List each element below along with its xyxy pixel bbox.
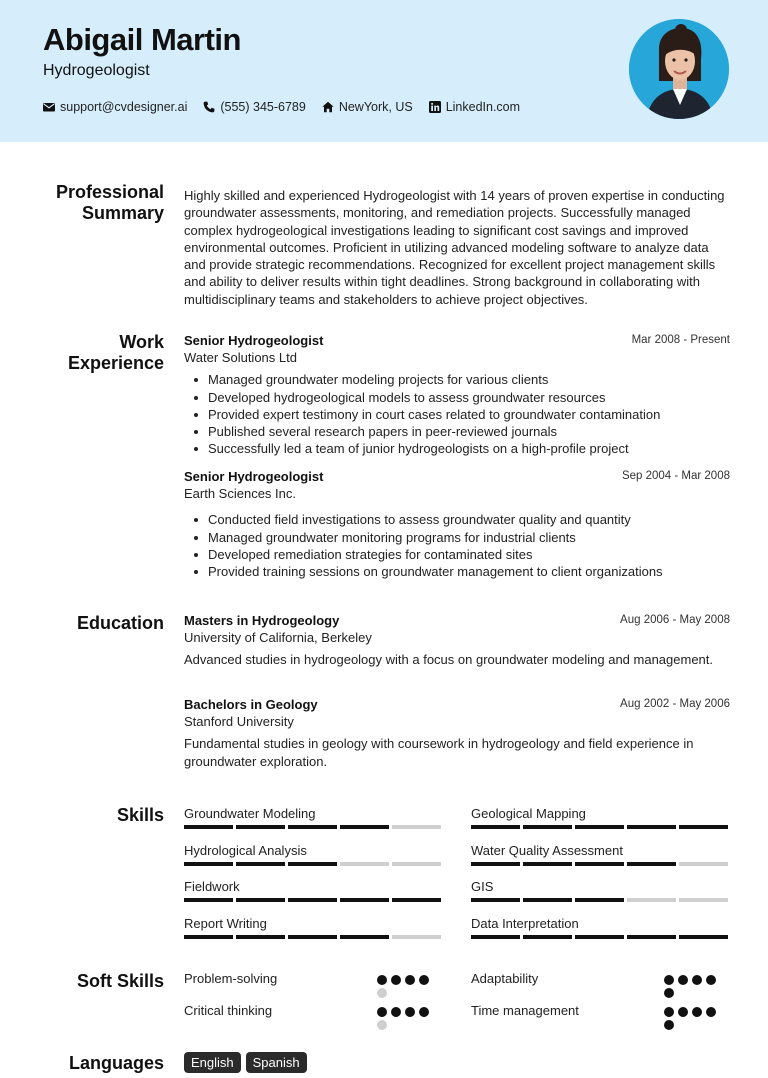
skill-segment-filled [236, 898, 285, 902]
soft-skill-name: Time management [471, 1003, 579, 1018]
rating-dot-filled [678, 975, 688, 985]
skill-item [184, 879, 441, 902]
summary-heading-line1: Professional [55, 182, 164, 202]
skill-name: Hydrological Analysis [184, 843, 307, 858]
person-portrait-icon [629, 19, 729, 119]
email-text: support@cvdesigner.ai [60, 100, 188, 114]
skill-level-bar [471, 935, 728, 939]
soft-skill-name: Critical thinking [184, 1003, 273, 1018]
skill-segment-filled [523, 862, 572, 866]
skill-segment-empty [392, 935, 441, 939]
skill-segment-empty [392, 825, 441, 829]
degree-name: Masters in Hydrogeology [184, 613, 340, 628]
language-badge: Spanish [246, 1052, 307, 1073]
job-entry [184, 332, 730, 458]
skill-name: Fieldwork [184, 879, 240, 894]
experience-heading-line2: Experience [67, 353, 164, 373]
list-item: Developed hydrogeological models to assess groundwater resources [194, 389, 730, 406]
education-heading: Education [76, 613, 164, 633]
education-header [184, 612, 730, 629]
skill-name: GIS [471, 879, 494, 894]
skill-item [184, 916, 441, 939]
contact-linkedin[interactable] [429, 100, 520, 114]
skill-name: Water Quality Assessment [471, 843, 623, 858]
rating-dot-filled [664, 1007, 674, 1017]
candidate-title: Hydrogeologist [43, 62, 150, 79]
soft-skill-item [184, 971, 441, 986]
experience-heading-line1: Work [119, 332, 164, 352]
skill-item [471, 879, 728, 902]
rating-dot-filled [391, 975, 401, 985]
skills-heading: Skills [116, 805, 164, 825]
skill-segment-filled [184, 898, 233, 902]
skill-segment-filled [471, 935, 520, 939]
rating-dot-filled [692, 1007, 702, 1017]
summary-heading-line2: Summary [81, 203, 164, 223]
rating-dot-filled [419, 1007, 429, 1017]
skill-item [471, 916, 728, 939]
skill-segment-filled [236, 862, 285, 866]
soft-skill-name: Problem-solving [184, 971, 278, 986]
skill-segment-filled [471, 862, 520, 866]
degree-name: Bachelors in Geology [184, 697, 318, 712]
linkedin-text: LinkedIn.com [445, 100, 521, 114]
skill-name: Geological Mapping [471, 806, 586, 821]
summary-text: Highly skilled and experienced Hydrogeologist with 14 years of proven expertise in conducting groundwater assessments, monitoring, and remediation projects. Successfully managed complex hydrogeological investigations leading to significant cost savings and improved environmental outcomes. Proficient in utilizing advanced modeling software to analyze data and provide strategic recommendations. Recognized for excellent project management skills and ability to deliver results within tight deadlines. Strong background in collaborating with multidisciplinary teams and stakeholders to achieve project objectives. [184, 188, 725, 307]
skill-segment-filled [288, 935, 337, 939]
soft-skill-name: Adaptability [471, 971, 539, 986]
school-name: Stanford University [184, 714, 294, 729]
skill-item [184, 806, 441, 829]
job-header [184, 332, 730, 349]
list-item: Provided training sessions on groundwater management to client organizations [194, 563, 730, 580]
skill-segment-filled [288, 898, 337, 902]
soft-skill-item [184, 1003, 441, 1018]
skill-name: Data Interpretation [471, 916, 579, 931]
skill-segment-filled [236, 935, 285, 939]
job-header [184, 468, 730, 485]
skill-segment-filled [627, 825, 676, 829]
experience-heading [68, 332, 164, 374]
location-text: NewYork, US [338, 100, 413, 114]
education-description: Advanced studies in hydrogeology with a focus on groundwater modeling and management. [184, 652, 714, 668]
skill-segment-empty [679, 862, 728, 866]
profile-photo [629, 19, 729, 119]
languages-list [184, 1052, 307, 1073]
education-dates: Aug 2006 - May 2008 [620, 614, 730, 626]
phone-icon [203, 101, 215, 113]
skill-segment-filled [288, 825, 337, 829]
skill-segment-filled [184, 825, 233, 829]
job-role: Senior Hydrogeologist [184, 333, 324, 348]
candidate-name: Abigail Martin [43, 22, 241, 57]
skill-segment-filled [575, 935, 624, 939]
contact-row [43, 100, 536, 114]
skill-item [471, 843, 728, 866]
list-item: Published several research papers in peer-reviewed journals [194, 423, 730, 440]
skill-segment-filled [523, 898, 572, 902]
rating-dot-filled [664, 1020, 674, 1030]
soft-skill-item [471, 971, 728, 986]
job-dates: Mar 2008 - Present [631, 334, 730, 346]
skill-segment-empty [340, 862, 389, 866]
soft-skill-rating [664, 975, 724, 998]
summary-heading [56, 182, 164, 224]
skill-segment-filled [523, 825, 572, 829]
education-dates: Aug 2002 - May 2006 [620, 698, 730, 710]
skill-segment-filled [236, 825, 285, 829]
skill-level-bar [184, 898, 441, 902]
rating-dot-filled [419, 975, 429, 985]
skill-level-bar [471, 862, 728, 866]
languages-heading: Languages [68, 1053, 164, 1073]
job-bullets [194, 511, 730, 580]
skill-segment-filled [575, 898, 624, 902]
rating-dot-filled [391, 1007, 401, 1017]
rating-dot-filled [706, 975, 716, 985]
skill-segment-empty [627, 898, 676, 902]
skill-name: Report Writing [184, 916, 267, 931]
soft-skill-rating [377, 1007, 437, 1030]
rating-dot-empty [377, 1020, 387, 1030]
list-item: Managed groundwater monitoring programs for industrial clients [194, 529, 730, 546]
soft-skill-rating [377, 975, 437, 998]
skill-level-bar [184, 825, 441, 829]
job-dates: Sep 2004 - Mar 2008 [621, 470, 730, 482]
education-description: Fundamental studies in geology with coursework in hydrogeology and field experience in groundwater exploration. [184, 736, 694, 769]
skill-segment-empty [679, 898, 728, 902]
rating-dot-filled [664, 975, 674, 985]
skill-segment-filled [184, 935, 233, 939]
rating-dot-filled [678, 1007, 688, 1017]
skill-segment-empty [392, 862, 441, 866]
skill-item [184, 843, 441, 866]
skill-segment-filled [679, 935, 728, 939]
list-item: Conducted field investigations to assess groundwater quality and quantity [194, 511, 730, 528]
list-item: Developed remediation strategies for contaminated sites [194, 546, 730, 563]
rating-dot-filled [664, 988, 674, 998]
skill-segment-filled [627, 862, 676, 866]
job-company: Earth Sciences Inc. [184, 486, 296, 501]
list-item: Managed groundwater modeling projects for various clients [194, 371, 730, 388]
contact-location[interactable] [322, 100, 413, 114]
rating-dot-filled [706, 1007, 716, 1017]
skill-segment-filled [340, 825, 389, 829]
rating-dot-filled [405, 975, 415, 985]
skill-segment-filled [340, 935, 389, 939]
skill-segment-filled [340, 898, 389, 902]
job-entry [184, 468, 730, 580]
rating-dot-filled [692, 975, 702, 985]
education-entry [184, 696, 730, 770]
soft-skills-heading: Soft Skills [76, 971, 164, 991]
skill-segment-filled [575, 862, 624, 866]
phone-text: (555) 345-6789 [220, 100, 306, 114]
skill-segment-filled [679, 825, 728, 829]
skill-segment-filled [627, 935, 676, 939]
envelope-icon [43, 101, 55, 113]
rating-dot-empty [377, 988, 387, 998]
skill-segment-filled [471, 898, 520, 902]
rating-dot-filled [405, 1007, 415, 1017]
rating-dot-filled [377, 975, 387, 985]
education-entry [184, 612, 730, 669]
rating-dot-filled [377, 1007, 387, 1017]
skill-level-bar [184, 935, 441, 939]
job-bullets [194, 371, 730, 457]
skill-name: Groundwater Modeling [184, 806, 316, 821]
language-badge: English [184, 1052, 241, 1073]
education-header [184, 696, 730, 713]
school-name: University of California, Berkeley [184, 630, 372, 645]
linkedin-icon [429, 101, 441, 113]
skill-segment-filled [288, 862, 337, 866]
skill-level-bar [471, 898, 728, 902]
skill-segment-filled [575, 825, 624, 829]
skill-segment-filled [184, 862, 233, 866]
home-icon [322, 101, 334, 113]
soft-skill-item [471, 1003, 728, 1018]
skill-level-bar [471, 825, 728, 829]
skill-level-bar [184, 862, 441, 866]
contact-email[interactable] [43, 100, 187, 114]
skill-segment-filled [523, 935, 572, 939]
list-item: Provided expert testimony in court cases related to groundwater contamination [194, 406, 730, 423]
skill-segment-filled [471, 825, 520, 829]
list-item: Successfully led a team of junior hydrogeologists on a high-profile project [194, 440, 730, 457]
skill-item [471, 806, 728, 829]
job-company: Water Solutions Ltd [184, 350, 297, 365]
job-role: Senior Hydrogeologist [184, 469, 324, 484]
skill-segment-filled [392, 898, 441, 902]
soft-skill-rating [664, 1007, 724, 1030]
contact-phone[interactable] [203, 100, 305, 114]
